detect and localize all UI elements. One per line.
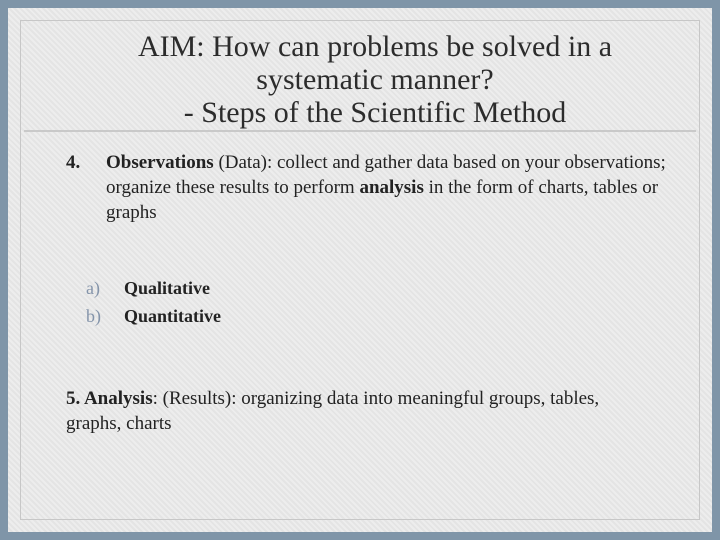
sub-list-letter: a) bbox=[86, 278, 100, 298]
sub-list-item bbox=[86, 302, 221, 330]
title-line-3: - Steps of the Scientific Method bbox=[183, 96, 567, 129]
item-number: 4. bbox=[66, 152, 81, 173]
title-line-2: systematic manner? bbox=[256, 63, 494, 96]
item-text bbox=[106, 150, 686, 225]
item-description: : (Results): organizing data into meaningful groups, tables, graphs, charts bbox=[66, 388, 600, 434]
list-item-observations bbox=[66, 150, 686, 225]
title-line-1: AIM: How can problems be solved in a bbox=[137, 30, 613, 63]
item-term: Observations bbox=[106, 152, 214, 173]
list-item-analysis bbox=[66, 386, 626, 436]
sub-list-label: Qualitative bbox=[124, 278, 210, 298]
slide-title bbox=[68, 30, 682, 129]
sub-list bbox=[86, 274, 221, 330]
item-description-end: in the form of charts, tables or graphs bbox=[106, 177, 659, 223]
slide-body bbox=[66, 150, 686, 434]
slide bbox=[8, 8, 712, 532]
title-divider bbox=[24, 130, 696, 132]
item-emphasis: analysis bbox=[359, 177, 424, 198]
sub-list-label: Quantitative bbox=[124, 306, 221, 326]
item-description: (Data): collect and gather data based on your observations; organize these results to perform bbox=[106, 152, 666, 198]
item-term: 5. Analysis bbox=[66, 388, 153, 409]
sub-list-item bbox=[86, 274, 221, 302]
sub-list-letter: b) bbox=[86, 306, 101, 326]
